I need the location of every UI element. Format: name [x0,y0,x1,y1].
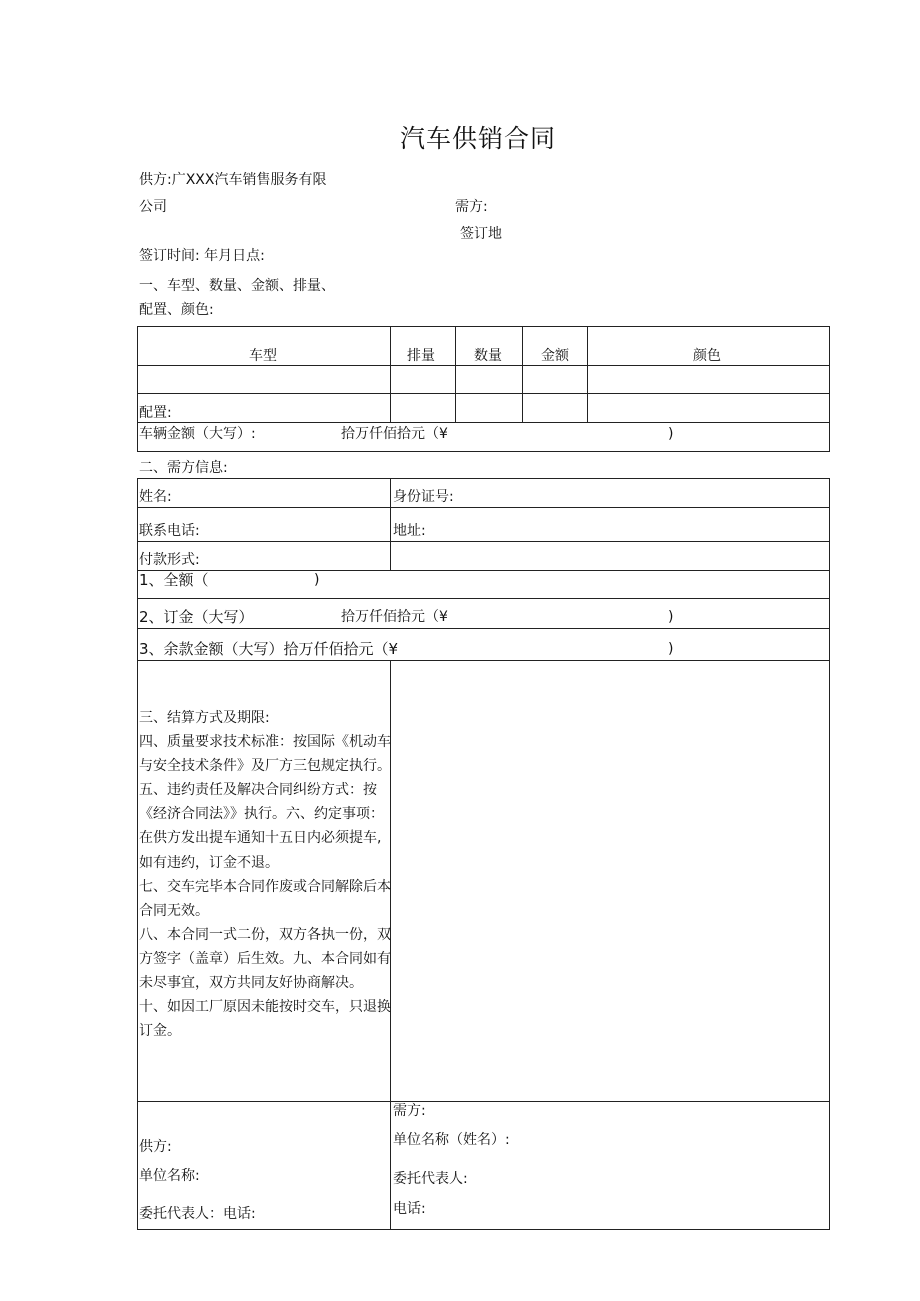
payment-form-label: 付款形式: [139,552,200,568]
supplier-line-1: 供方:广XXX汽车销售服务有限 [139,172,327,188]
table-rule [137,628,830,629]
address-label: 地址: [393,523,426,539]
table-rule [137,365,830,366]
col-header-quantity: 数量 [474,348,502,364]
col-header-amount: 金额 [541,348,569,364]
section1-heading-1: 一、车型、数量、金额、排量、 [139,278,335,294]
vehicle-amount-close: ) [668,426,674,442]
buyer-phone-label: 电话: [393,1201,426,1217]
table-rule [390,478,391,570]
buyer-label: 需方: [455,199,488,215]
table-rule [390,326,391,422]
id-number-label: 身份证号: [393,489,454,505]
deposit-close: ) [668,609,674,625]
name-label: 姓名: [139,489,172,505]
table-rule [137,422,830,423]
deposit-units: 拾万仟佰拾元（¥ [341,609,448,625]
table-rule [522,326,523,422]
buyer-rep-label: 委托代表人: [393,1171,468,1187]
vehicle-amount-units: 拾万仟佰拾元（¥ [341,426,448,442]
col-header-displacement: 排量 [407,348,435,364]
clause-8-9: 八、本合同一式二份，双方各执一份，双方签字（盖章）后生效。九、本合同如有未尽事宜，双方共同友好协商解决。 [139,926,391,992]
clause-10: 十、如因工厂原因未能按时交车，只退换订金。 [139,999,391,1040]
supplier-sign-label: 供方: [139,1139,172,1155]
supplier-unit-label: 单位名称: [139,1168,200,1184]
buyer-unit-label: 单位名称（姓名）: [393,1132,510,1148]
table-rule [137,660,830,661]
supplier-line-2: 公司 [139,199,167,215]
supplier-rep-label: 委托代表人：电话: [139,1206,256,1222]
balance-label: 3、余款金额（大写）拾万仟佰拾元（¥ [139,640,399,658]
clause-7: 七、交车完毕本合同作废或合同解除后本合同无效。 [139,878,391,919]
table-rule [137,570,830,571]
balance-close: ) [668,641,674,657]
phone-label: 联系电话: [139,523,200,539]
config-label: 配置: [139,405,172,421]
table-rule [137,393,830,394]
full-payment-close: ) [314,572,320,588]
table-rule [455,326,456,422]
col-header-color: 颜色 [693,348,721,364]
sign-place: 签订地 [460,226,502,242]
deposit-label: 2、订金（大写） [139,608,254,626]
table-rule [137,541,830,542]
contract-clauses [139,706,391,1043]
buyer-sign-label: 需方: [393,1103,426,1119]
full-payment-label: 1、全额（ [139,571,209,589]
clause-4: 四、质量要求技术标准：按国际《机动车与安全技术条件》及厂方三包规定执行。 [139,734,391,775]
section1-heading-2: 配置、颜色: [139,302,214,318]
clause-5-6: 五、违约责任及解决合同纠纷方式：按《经济合同法》》执行。六、约定事项：在供方发出提车通知十五日内必须提车,如有违约，订金不退。 [139,782,384,871]
clause-3: 三、结算方式及期限: [139,710,270,726]
table-rule [137,507,830,508]
section2-heading: 二、需方信息: [139,460,228,476]
table-rule [137,598,830,599]
table-rule [137,1101,830,1102]
table-rule [587,326,588,422]
sign-time: 签订时间: 年月日点: [139,248,265,264]
document-title: 汽车供销合同 [400,124,557,153]
vehicle-amount-label: 车辆金额（大写）: [139,426,256,442]
col-header-model: 车型 [249,348,277,364]
